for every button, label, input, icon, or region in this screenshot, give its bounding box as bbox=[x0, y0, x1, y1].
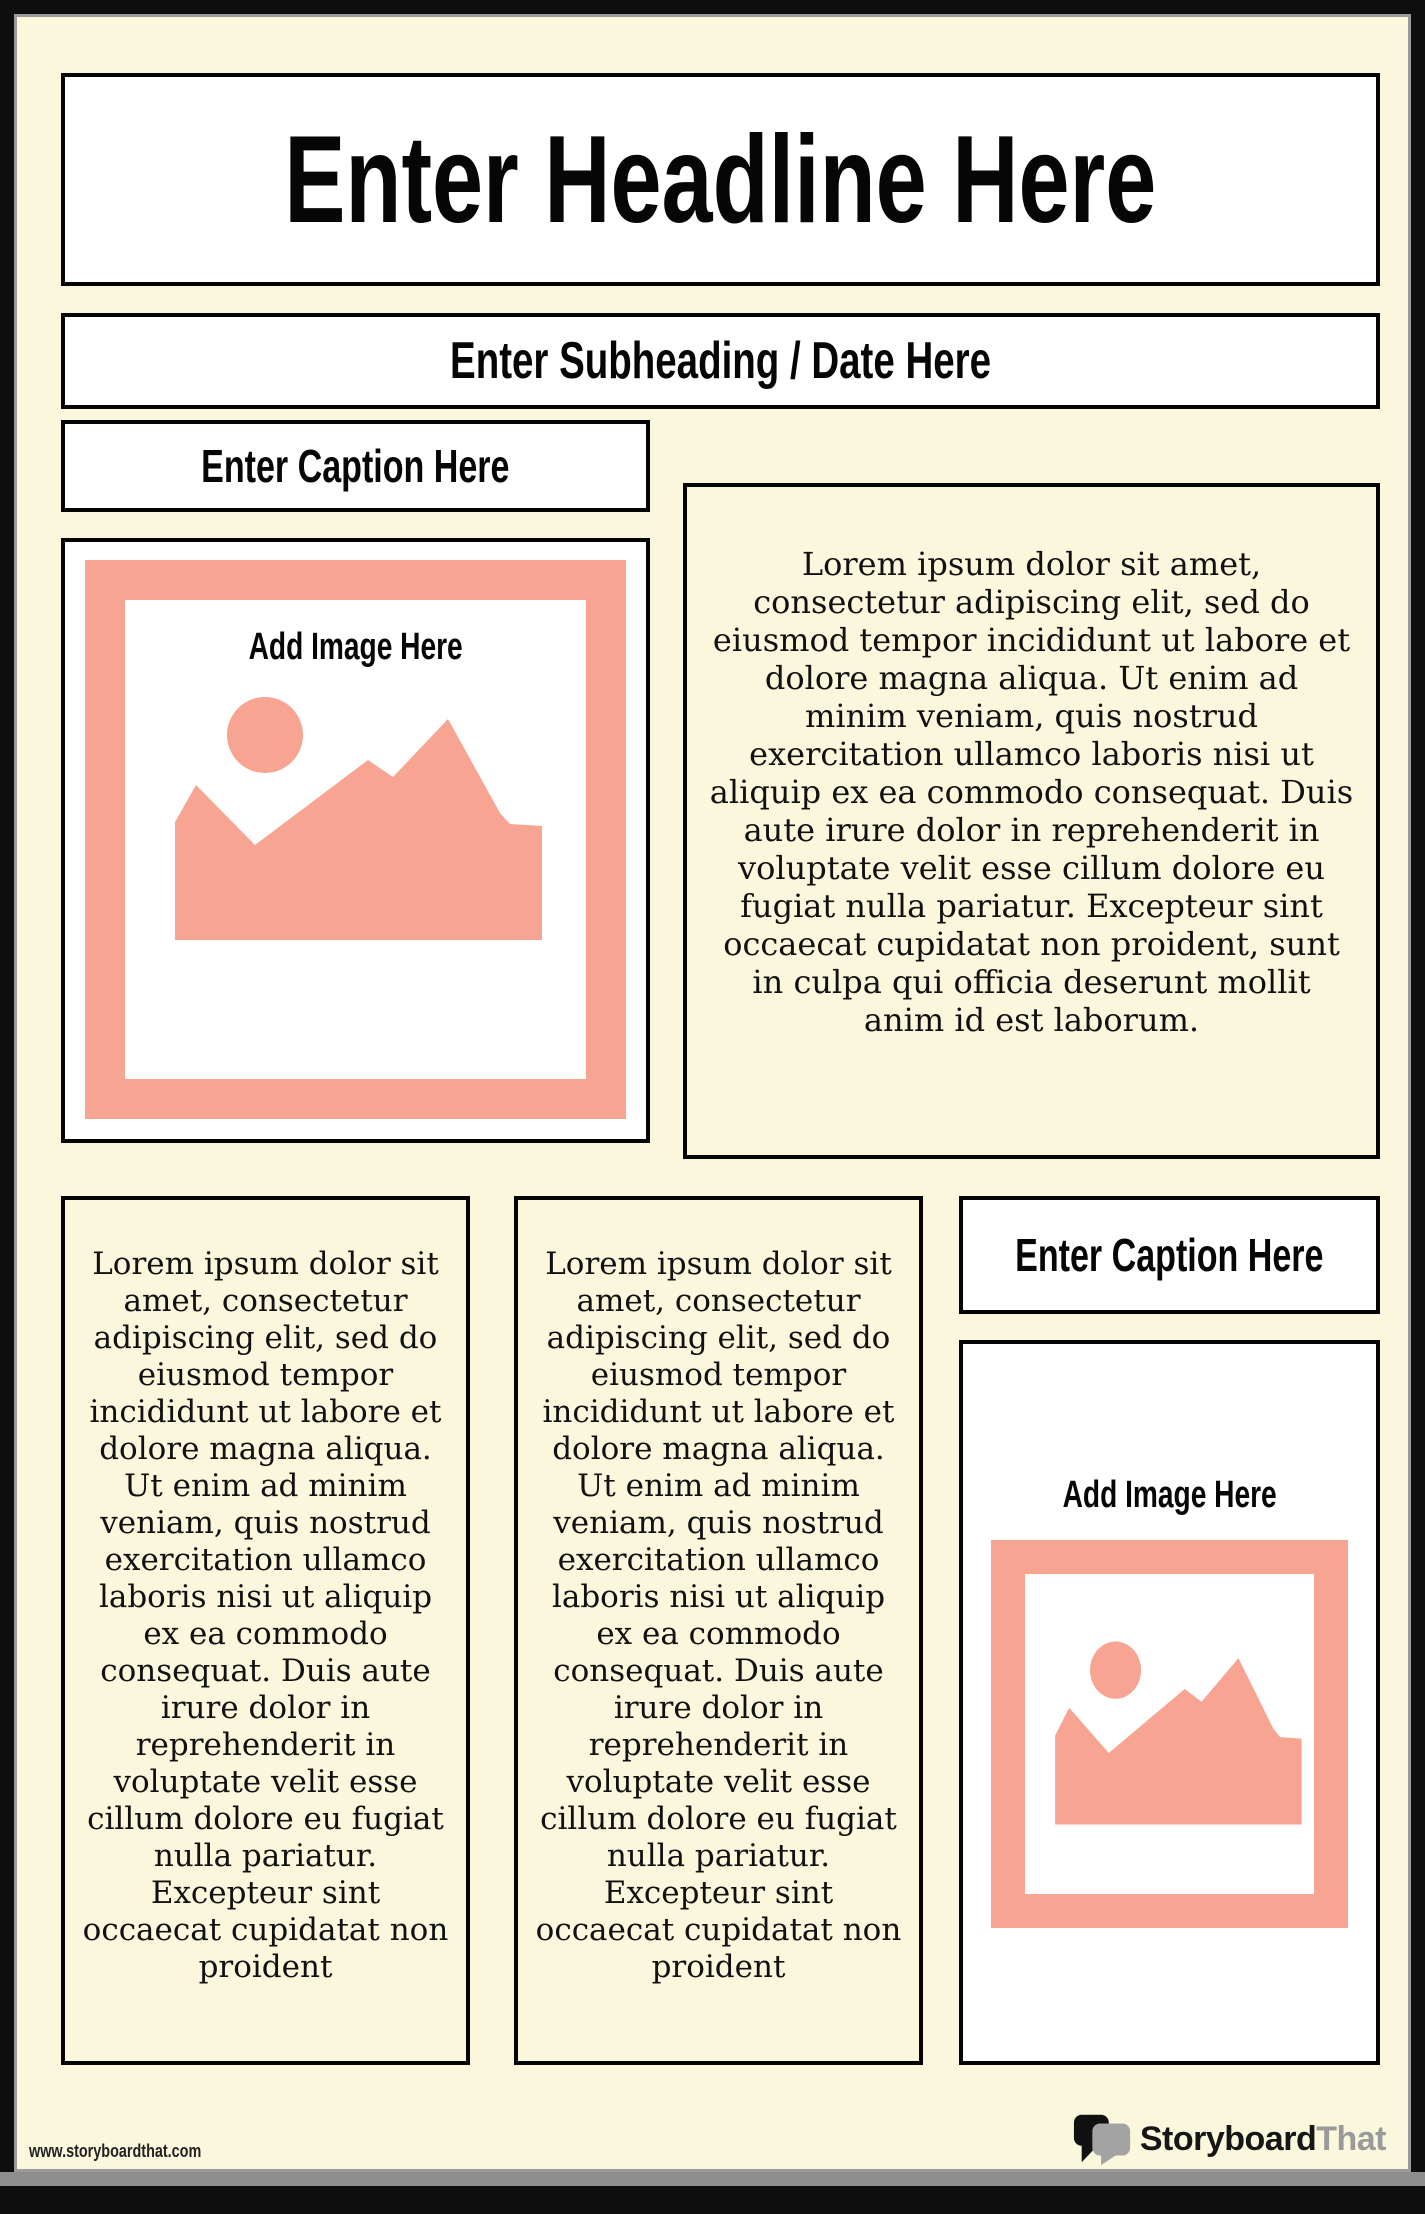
storyboardthat-logo bbox=[1072, 2111, 1386, 2167]
newspaper-page bbox=[14, 14, 1411, 2172]
brand-text-that: That bbox=[1316, 2119, 1386, 2158]
left-caption-text: Enter Caption Here bbox=[201, 440, 510, 492]
mountains-icon bbox=[175, 719, 542, 940]
left-image-placeholder[interactable] bbox=[61, 538, 650, 1143]
left-image-label: Add Image Here bbox=[248, 626, 463, 668]
right-caption-text: Enter Caption Here bbox=[1015, 1229, 1324, 1281]
right-image-placeholder[interactable] bbox=[959, 1340, 1380, 2065]
subheading-text: Enter Subheading / Date Here bbox=[450, 332, 991, 390]
site-url: www.storyboardthat.com bbox=[29, 2141, 202, 2161]
left-caption-field[interactable] bbox=[61, 420, 650, 512]
image-placeholder-graphic bbox=[1045, 1634, 1307, 1826]
headline-field[interactable] bbox=[61, 73, 1380, 286]
image-placeholder-graphic bbox=[160, 687, 550, 942]
speech-bubbles-icon bbox=[1072, 2111, 1134, 2167]
bottom-article-middle-field[interactable]: Lorem ipsum dolor sit amet, consectetur adipiscing elit, sed do eiusmod tempor incididunt ut labore et dolore magna aliqua. Ut enim ad minim veniam, quis nostrud exercitation ullamco laboris nisi ut aliquip ex ea commodo consequat. Duis aute irure dolor in reprehenderit in voluptate velit esse cillum dolore eu fugiat nulla pariatur. Excepteur sint occaecat cupidatat non proident bbox=[514, 1196, 923, 2065]
subheading-field[interactable] bbox=[61, 313, 1380, 409]
main-article-field[interactable]: Lorem ipsum dolor sit amet, consectetur adipiscing elit, sed do eiusmod tempor incididunt ut labore et dolore magna aliqua. Ut enim ad minim veniam, quis nostrud exercitation ullamco laboris nisi ut aliquip ex ea commodo consequat. Duis aute irure dolor in reprehenderit in voluptate velit esse cillum dolore eu fugiat nulla pariatur. Excepteur sint occaecat cupidatat non proident, sunt in culpa qui officia deserunt mollit anim id est laborum. bbox=[683, 483, 1380, 1159]
mountains-icon bbox=[1055, 1658, 1302, 1824]
sun-icon bbox=[1090, 1642, 1141, 1699]
bottom-article-left-field[interactable]: Lorem ipsum dolor sit amet, consectetur adipiscing elit, sed do eiusmod tempor incididunt ut labore et dolore magna aliqua. Ut enim ad minim veniam, quis nostrud exercitation ullamco laboris nisi ut aliquip ex ea commodo consequat. Duis aute irure dolor in reprehenderit in voluptate velit esse cillum dolore eu fugiat nulla pariatur. Excepteur sint occaecat cupidatat non proident bbox=[61, 1196, 470, 2065]
right-image-label: Add Image Here bbox=[1062, 1474, 1277, 1516]
bottom-shadow-bar bbox=[0, 2172, 1425, 2186]
brand-text-storyboard: Storyboard bbox=[1139, 2119, 1317, 2158]
sun-icon bbox=[227, 697, 303, 773]
right-caption-field[interactable] bbox=[959, 1196, 1380, 1314]
headline-text: Enter Headline Here bbox=[284, 110, 1157, 249]
